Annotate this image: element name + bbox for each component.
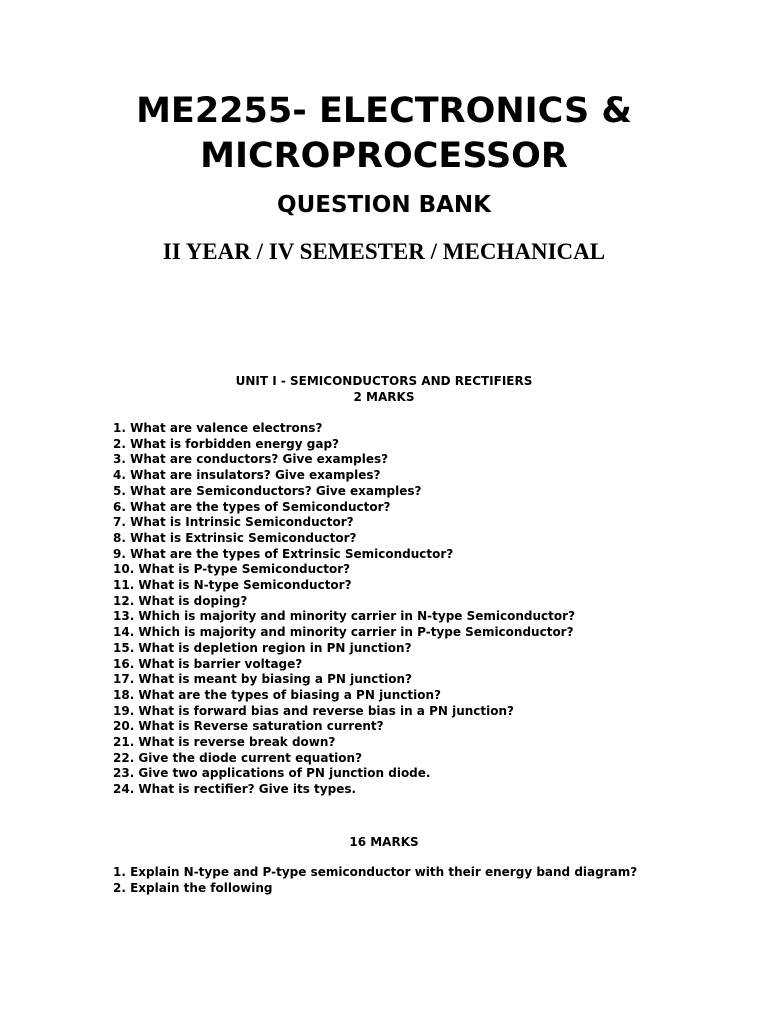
question-item: 18. What are the types of biasing a PN junction? xyxy=(113,687,441,702)
sixteen-mark-question-list xyxy=(113,865,637,896)
question-item: 19. What is forward bias and reverse bias in a PN junction? xyxy=(113,703,514,718)
question-item: 1. Explain N-type and P-type semiconductor with their energy band diagram? xyxy=(113,865,638,879)
question-item: 22. Give the diode current equation? xyxy=(113,750,363,765)
question-item: 23. Give two applications of PN junction diode. xyxy=(113,766,431,781)
question-item: 9. What are the types of Extrinsic Semiconductor? xyxy=(113,546,454,561)
unit-heading xyxy=(0,373,768,405)
question-item: 14. Which is majority and minority carrier in P-type Semiconductor? xyxy=(113,625,574,640)
question-item: 11. What is N-type Semiconductor? xyxy=(113,578,352,593)
question-item: 2. What is forbidden energy gap? xyxy=(113,436,340,451)
question-item: 16. What is barrier voltage? xyxy=(113,656,303,671)
question-item: 8. What is Extrinsic Semiconductor? xyxy=(113,530,357,545)
question-item: 2. Explain the following xyxy=(113,880,273,895)
question-item: 6. What are the types of Semiconductor? xyxy=(113,499,391,514)
year-semester-line: II YEAR / IV SEMESTER / MECHANICAL xyxy=(162,239,606,264)
question-item: 17. What is meant by biasing a PN junction? xyxy=(113,672,413,687)
question-item: 10. What is P-type Semiconductor? xyxy=(113,562,351,577)
document-subtitle: QUESTION BANK xyxy=(277,192,491,218)
question-item: 7. What is Intrinsic Semiconductor? xyxy=(113,515,354,530)
question-item: 20. What is Reverse saturation current? xyxy=(113,719,384,734)
question-item: 21. What is reverse break down? xyxy=(113,735,336,750)
sixteen-marks-heading: 16 MARKS xyxy=(349,835,419,849)
unit-title: UNIT I - SEMICONDUCTORS AND RECTIFIERS xyxy=(235,374,533,388)
document-title xyxy=(0,89,768,179)
question-item: 24. What is rectifier? Give its types. xyxy=(113,782,357,797)
title-line-2: MICROPROCESSOR xyxy=(200,136,568,176)
question-item: 3. What are conductors? Give examples? xyxy=(113,452,389,467)
question-item: 12. What is doping? xyxy=(113,593,248,608)
question-item: 4. What are insulators? Give examples? xyxy=(113,468,381,483)
question-item: 15. What is depletion region in PN junction? xyxy=(113,640,412,655)
question-item: 1. What are valence electrons? xyxy=(113,421,323,435)
two-marks-heading: 2 MARKS xyxy=(353,390,415,404)
question-item: 13. Which is majority and minority carrier in N-type Semiconductor? xyxy=(113,609,576,624)
two-mark-question-list xyxy=(113,421,575,798)
question-item: 5. What are Semiconductors? Give examples? xyxy=(113,483,422,498)
title-line-1: ME2255- ELECTRONICS & xyxy=(136,91,632,131)
